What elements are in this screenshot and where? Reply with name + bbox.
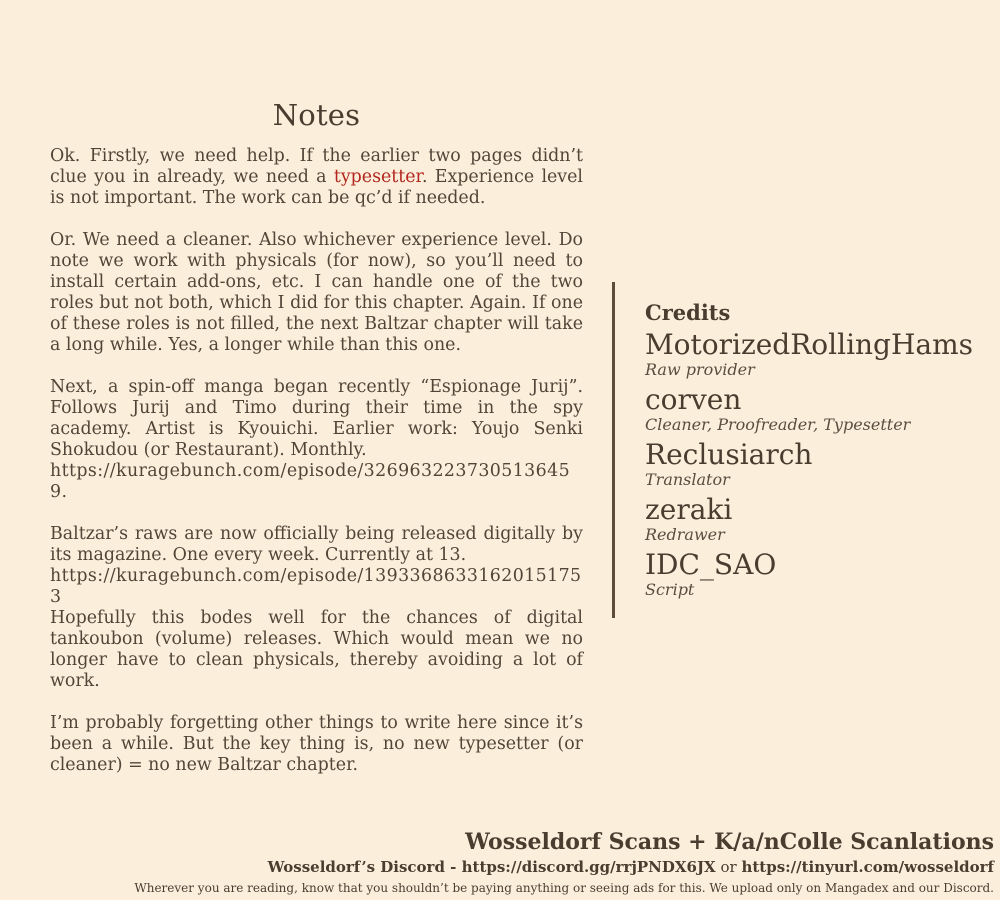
notes-section (50, 98, 583, 797)
credit-entry (645, 439, 973, 489)
p1-text-before: Ok. Firstly, we need help. If the earlier two pages didn’t clue you in already, we need a (50, 146, 583, 187)
footer-discord-line (134, 858, 994, 876)
baltzar-raws-link[interactable]: https://kuragebunch.com/episode/13933686331620151753 (50, 566, 582, 607)
typesetter-highlight: typesetter (333, 167, 422, 187)
credit-role: Redrawer (645, 525, 725, 544)
credit-entry (645, 329, 973, 379)
notes-paragraph-5: I’m probably forgetting other things to write here since it’s been a while. But the key thing is, no new typesetter (or cleaner) = no new Baltzar chapter. (50, 713, 583, 775)
credit-name: MotorizedRollingHams (645, 328, 974, 361)
credit-entry (645, 549, 973, 599)
credit-entry (645, 494, 973, 544)
credit-role: Translator (645, 470, 730, 489)
or-text: or (715, 858, 742, 876)
credit-name: Reclusiarch (645, 438, 813, 471)
credit-name: corven (645, 383, 742, 416)
credit-role: Cleaner, Proofreader, Typesetter (645, 415, 911, 434)
tinyurl-link[interactable]: https://tinyurl.com/wosseldorf (741, 858, 994, 876)
credit-role: Script (645, 580, 695, 599)
credits-title: Credits (645, 300, 731, 325)
notes-paragraph-2: Or. We need a cleaner. Also whichever experience level. Do note we work with physicals (for now), so you’ll need to install certain add-ons, etc. I can handle one of the two roles but not both, which I did for this chapter. Again. If one of these roles is not filled, the next Baltzar chapter will take a long while. Yes, a longer while than this one. (50, 230, 583, 355)
p4-text-2: Hopefully this bodes well for the chances of digital tankoubon (volume) releases. Which would mean we no longer have to clean physicals, thereby avoiding a lot of work. (50, 608, 583, 691)
notes-title: Notes (272, 98, 361, 132)
credit-name: IDC_SAO (645, 548, 777, 581)
credits-section (612, 282, 973, 618)
p3-text: Next, a spin-off manga began recently “Espionage Jurij”. Follows Jurij and Timo during their time in the spy academy. Artist is Kyouichi. Earlier work: Youjo Senki Shokudou (or Restaurant). Monthly. (50, 377, 583, 460)
footer-disclaimer: Wherever you are reading, know that you shouldn’t be paying anything or seeing ads for this. We upload only on Mangadex and our Discord. (134, 881, 994, 895)
notes-paragraph-1 (50, 146, 583, 209)
credit-name: zeraki (645, 493, 733, 526)
notes-paragraph-3 (50, 377, 583, 503)
credit-entry (645, 384, 973, 434)
discord-label: Wosseldorf’s Discord - (267, 858, 462, 876)
p4-text: Baltzar’s raws are now officially being released digitally by its magazine. One every week. Currently at 13. (50, 524, 583, 565)
notes-paragraph-4 (50, 524, 583, 692)
footer-title: Wosseldorf Scans + K/a/nColle Scanlations (465, 829, 994, 855)
footer (134, 829, 994, 895)
espionage-jurij-link[interactable]: https://kuragebunch.com/episode/3269632237305136459. (50, 461, 571, 502)
credit-role: Raw provider (645, 360, 755, 379)
p1-text-after: . Experience level is not important. The work can be qc’d if needed. (50, 167, 583, 208)
discord-link[interactable]: https://discord.gg/rrjPNDX6JX (461, 858, 716, 876)
